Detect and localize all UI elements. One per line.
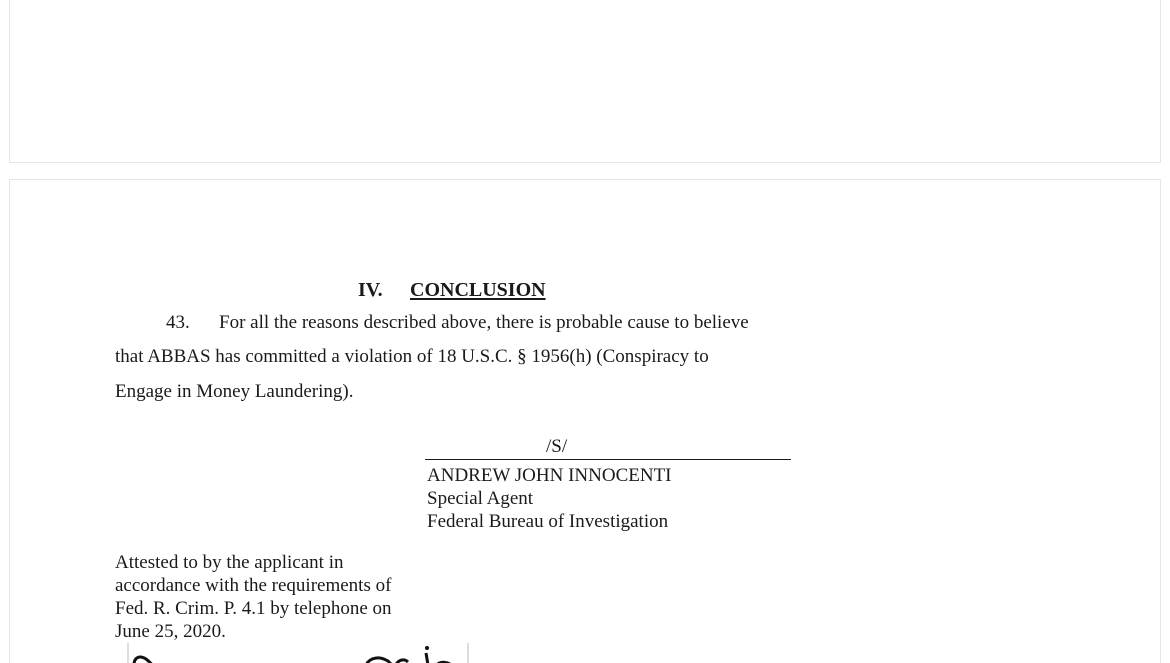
paragraph-line-2: that ABBAS has committed a violation of 18 U.S.C. § 1956(h) (Conspiracy to (115, 346, 709, 367)
section-number: IV. (358, 279, 383, 301)
attestation-line-1: Attested to by the applicant in (115, 552, 344, 573)
signature-mark: /S/ (546, 436, 568, 457)
paragraph-line-1 (166, 312, 749, 334)
attestation-line-4: June 25, 2020. (115, 621, 226, 642)
signature-block (427, 464, 672, 533)
signer-name: ANDREW JOHN INNOCENTI (427, 465, 672, 486)
attestation-line-3: Fed. R. Crim. P. 4.1 by telephone on (115, 598, 392, 619)
signer-role: Special Agent (427, 488, 534, 509)
document-page-previous (9, 0, 1161, 163)
attestation-line-2: accordance with the requirements of (115, 575, 392, 596)
section-heading (358, 279, 546, 302)
attestation-block (115, 551, 392, 643)
judge-signature-image (126, 643, 470, 663)
section-title: CONCLUSION (410, 279, 546, 301)
paragraph-line-3: Engage in Money Laundering). (115, 381, 354, 402)
signature-line (425, 459, 791, 460)
paragraph-text-1: For all the reasons described above, there is probable cause to believe (219, 312, 749, 333)
signer-agency: Federal Bureau of Investigation (427, 511, 669, 532)
paragraph-number: 43. (166, 312, 190, 333)
